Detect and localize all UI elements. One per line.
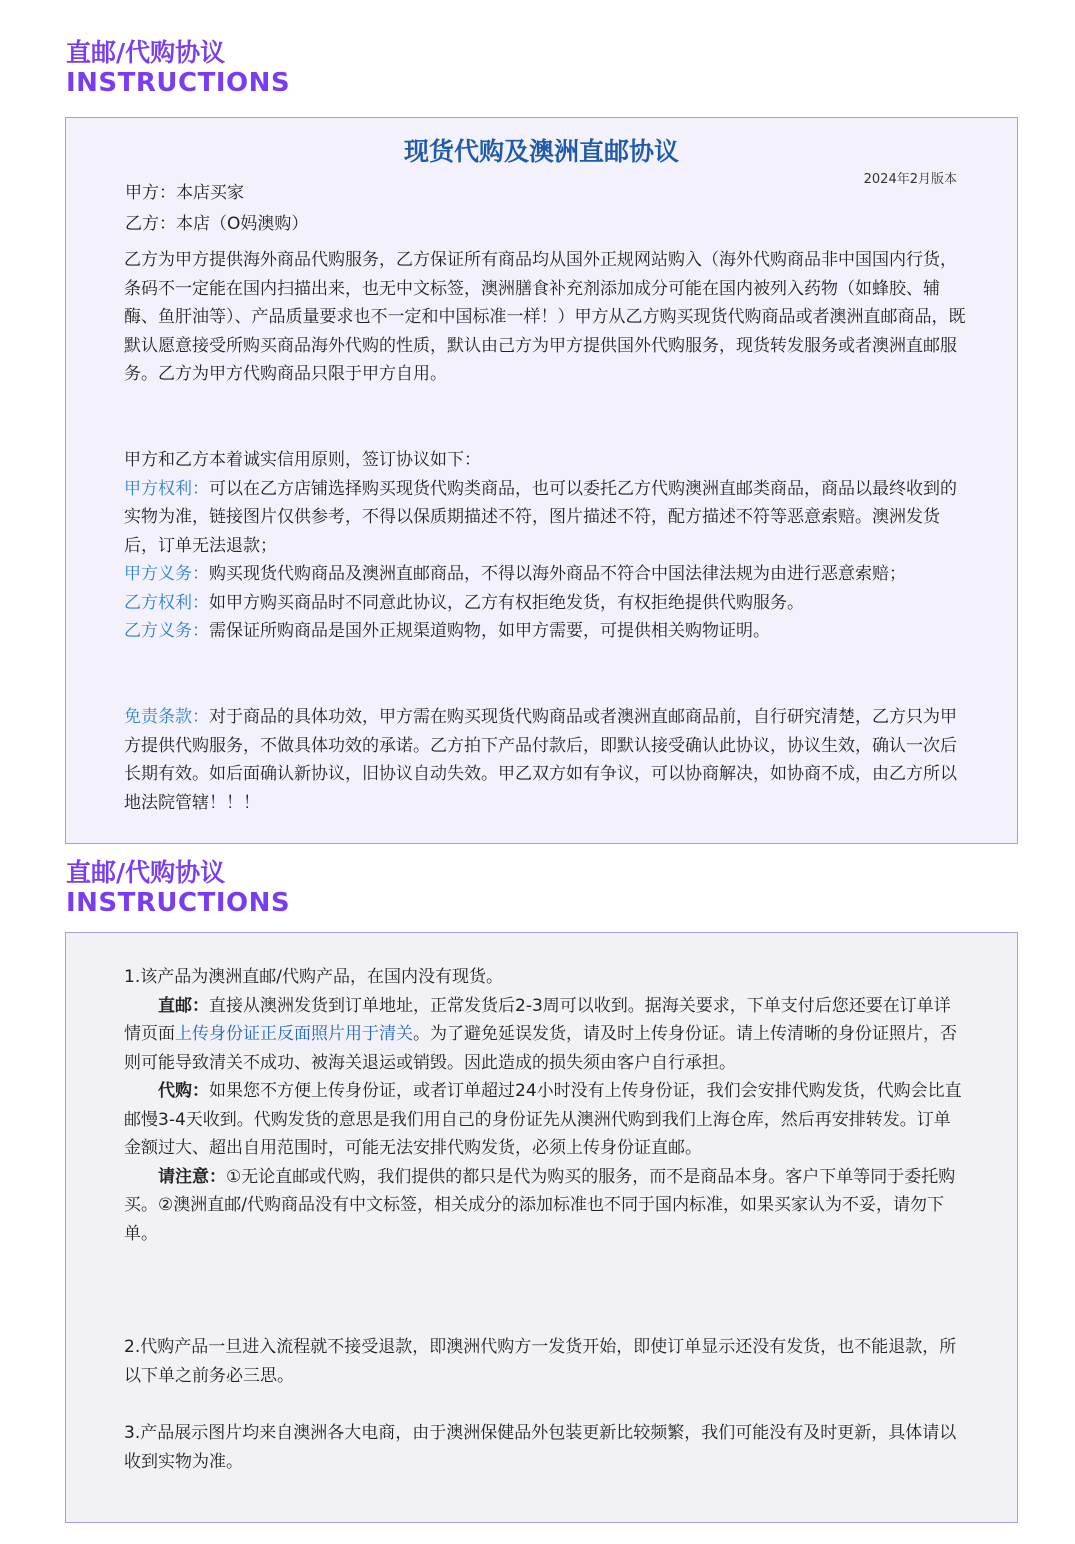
instruction-item-2: 2.代购产品一旦进入流程就不接受退款，即澳洲代购方一发货开始，即使订单显示还没有发货，也不能退款，所以下单之前务必三思。 [124,1337,957,1386]
clause-label: 乙方义务： [124,621,209,641]
clause-text: 购买现货代购商品及澳洲直邮商品，不得以海外商品不符合中国法律法规为由进行恶意索赔； [209,564,906,584]
clause-party-b-rights [124,589,966,618]
note-label: 请注意： [158,1166,226,1187]
agreement-title: 现货代购及澳洲直邮协议 [403,137,679,166]
direct-label: 直邮： [158,995,209,1016]
item1-title: 1.该产品为澳洲直邮/代购产品，在国内没有现货。 [124,967,503,987]
proxy-text: 如果您不方便上传身份证，或者订单超过24小时没有上传身份证，我们会安排代购发货，代购会比直邮慢3-4天收到。代购发货的意思是我们用自己的身份证先从澳洲代购到我们上海仓库，然后再安排转发。订单金额过大、超出自用范围时，可能无法安排代购发货，必须上传身份证直邮。 [124,1081,962,1158]
clause-party-a-duties [124,560,966,589]
clause-label: 甲方权利： [124,478,209,499]
section-heading-cn: 直邮/代购协议 [66,858,226,887]
party-b: 乙方：本店（O妈澳购） [125,214,309,234]
note-paragraph [124,1163,966,1249]
id-upload-highlight: 上传身份证正反面照片用于清关 [175,1024,413,1044]
clause-party-a-rights [124,475,966,561]
disclaimer-label: 免责条款： [124,707,209,727]
clause-text: 如甲方购买商品时不同意此协议，乙方有权拒绝发货，有权拒绝提供代购服务。 [209,592,804,613]
proxy-label: 代购： [158,1081,209,1101]
agreement-intro: 乙方为甲方提供海外商品代购服务，乙方保证所有商品均从国外正规网站购入（海外代购商品非中国国内行货，条码不一定能在国内扫描出来，也无中文标签，澳洲膳食补充剂添加成分可能在国内被列入药物（如蜂胶、辅酶、鱼肝油等）、产品质量要求也不一定和中国标准一样！）甲方从乙方购买现货代购商品或者澳洲直邮商品，既默认愿意接受所购买商品海外代购的性质，默认由己方为甲方提供国外代购服务，现货转发服务或者澳洲直邮服务。乙方为甲方代购商品只限于甲方自用。 [124,250,966,384]
direct-text-b: 。为了避免延误发货，请及时上传身份证。请上传清晰的身份证照片，否则可能导致清关不成功、被海关退运或销毁。因此造成的损失须由客户自行承担。 [124,1024,957,1073]
clause-party-b-duties [124,617,966,646]
direct-text: 直接从澳洲发货到订单地址，正常发货后2-3周可以收到。据海关要求，下单支付后您还要在订单详情页面 [124,995,951,1044]
proxy-paragraph [124,1077,966,1163]
agreement-box [65,117,1018,844]
agree-line: 甲方和乙方本着诚实信用原则，签订协议如下： [124,450,481,470]
clause-label: 乙方权利： [124,592,209,613]
disclaimer [124,703,966,817]
agreement-version: 2024年2月版本 [863,172,957,187]
clause-text: 可以在乙方店铺选择购买现货代购类商品，也可以委托乙方代购澳洲直邮类商品，商品以最终收到的实物为准，链接图片仅供参考，不得以保质期描述不符，图片描述不符，配方描述不符等恶意索赔。澳洲发货后，订单无法退款； [124,478,957,556]
section-heading-1 [66,38,290,98]
instructions-box [65,932,1018,1523]
party-a: 甲方：本店买家 [125,183,244,203]
instruction-item-3: 3.产品展示图片均来自澳洲各大电商，由于澳洲保健品外包装更新比较频繁，我们可能没有及时更新，具体请以收到实物为准。 [124,1423,957,1472]
direct-mail-paragraph [124,992,966,1078]
instruction-item-1 [124,963,966,1248]
clause-text: 需保证所购商品是国外正规渠道购物，如甲方需要，可提供相关购物证明。 [209,621,770,641]
clause-label: 甲方义务： [124,564,209,584]
note-text: ①无论直邮或代购，我们提供的都只是代为购买的服务，而不是商品本身。客户下单等同于委托购买。②澳洲直邮/代购商品没有中文标签，相关成分的添加标准也不同于国内标准，如果买家认为不妥，请勿下单。 [124,1166,956,1244]
section-heading-en: INSTRUCTIONS [66,68,291,98]
disclaimer-text: 对于商品的具体功效，甲方需在购买现货代购商品或者澳洲直邮商品前，自行研究清楚，乙方只为甲方提供代购服务，不做具体功效的承诺。乙方拍下产品付款后，即默认接受确认此协议，协议生效，确认一次后长期有效。如后面确认新协议，旧协议自动失效。甲乙双方如有争议，可以协商解决，如协商不成，由乙方所以地法院管辖！！！ [124,707,957,813]
section-heading-2 [66,858,290,918]
section-heading-cn: 直邮/代购协议 [66,38,226,67]
section-heading-en: INSTRUCTIONS [66,888,291,918]
agreement-clauses [124,446,966,646]
